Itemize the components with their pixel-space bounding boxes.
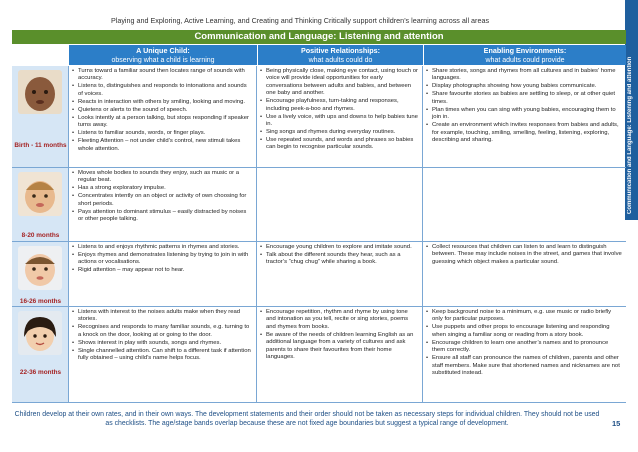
list-item: • Turns toward a familiar sound then locates range of sounds with accuracy. — [72, 68, 252, 83]
list-item: • Being physically close, making eye contact, using touch or voice will provide ideal opportunities for early conversations between adults and babies, and between one baby and another. — [260, 68, 418, 98]
unique-child-cell — [69, 168, 257, 241]
list-item: • Recognises and responds to many familiar sounds, e.g. turning to a knock on the door, looking at or going to the door. — [72, 324, 252, 339]
list-item: • Plan times when you can sing with young babies, encouraging them to join in. — [426, 107, 622, 122]
age-band: 22-36 months — [19, 369, 62, 376]
column-header-positive-relationships — [258, 45, 423, 65]
age-band: Birth - 11 months — [14, 142, 67, 149]
list-item: • Pays attention to dominant stimulus – easily distracted by noises or other people talking. — [72, 209, 252, 224]
photo-cell — [12, 242, 69, 306]
unique-child-cell — [69, 66, 257, 167]
list-item: • Moves whole bodies to sounds they enjoy, such as music or a regular beat. — [72, 170, 252, 185]
list-item: • Collect resources that children can listen to and learn to distinguish between. These may include noises in the street, and games that involve guessing which object makes a particular sound. — [426, 244, 622, 266]
list-item: • Has a strong exploratory impulse. — [72, 185, 252, 192]
table-row — [12, 168, 626, 242]
side-tab — [625, 0, 638, 220]
column-header-unique-child — [69, 45, 257, 65]
column-subheading: what adults could provide — [485, 56, 565, 64]
photo-cell — [12, 168, 69, 241]
table-row — [12, 242, 626, 307]
list-item: • Ensure all staff can pronounce the names of children, parents and other staff members. Make sure that shortened names and nicknames are not substituted instead. — [426, 355, 622, 377]
list-item: • Create an environment which invites responses from babies and adults, for example, touching, smiling, smelling, feeling, listening, exploring, describing and sharing. — [426, 122, 622, 144]
list-item: • Rigid attention – may appear not to hear. — [72, 267, 252, 274]
list-item: • Share favourite stories as babies are settling to sleep, or at other quiet times. — [426, 91, 622, 106]
side-tab-label: Communication and Language: Listening and attention — [627, 56, 633, 214]
list-item: • Looks intently at a person talking, but stops responding if speaker turns away. — [72, 115, 252, 130]
table-row — [12, 307, 626, 403]
enabling-environments-cell — [423, 66, 626, 167]
list-item: • Use puppets and other props to encourage listening and responding when singing a familiar song or reading from a story book. — [426, 324, 622, 339]
child-photo — [18, 311, 62, 355]
list-item: • Quietens or alerts to the sound of speech. — [72, 107, 252, 114]
unique-child-cell — [69, 242, 257, 306]
baby-photo — [18, 172, 62, 216]
list-item: • Encourage repetition, rhythm and rhyme by using tone and intonation as you tell, recite or sing stories, poems and rhymes from books. — [260, 309, 418, 331]
age-band: 8-20 months — [21, 232, 60, 239]
baby-photo — [18, 70, 62, 114]
list-item: • Listens to, distinguishes and responds to intonations and sounds of voices. — [72, 83, 252, 98]
list-item: • Share stories, songs and rhymes from all cultures and in babies’ home languages. — [426, 68, 622, 83]
toddler-photo — [18, 246, 62, 290]
enabling-environments-cell — [423, 307, 626, 402]
positive-relationships-cell — [257, 66, 423, 167]
column-heading: Enabling Environments: — [483, 46, 567, 55]
column-heading: A Unique Child: — [136, 46, 190, 55]
column-header-enabling-environments — [424, 45, 626, 65]
list-item: • Enjoys rhymes and demonstrates listening by trying to join in with actions or vocalisations. — [72, 252, 252, 267]
list-item: • Encourage playfulness, turn-taking and responses, including peek-a-boo and rhymes. — [260, 98, 418, 113]
page-title: Communication and Language: Listening and attention — [12, 30, 626, 44]
list-item: • Reacts in interaction with others by smiling, looking and moving. — [72, 99, 252, 106]
age-band: 16-26 months — [19, 298, 62, 305]
list-item: • Be aware of the needs of children learning English as an additional language from a variety of cultures and ask parents to share their favourites from their home languages. — [260, 332, 418, 362]
list-item: • Encourage children to learn one another’s names and to pronounce them correctly. — [426, 340, 622, 355]
photo-cell — [12, 307, 69, 402]
list-item: • Shows interest in play with sounds, songs and rhymes. — [72, 340, 252, 347]
column-subheading: observing what a child is learning — [111, 56, 215, 64]
table-row — [12, 66, 626, 168]
list-item: • Listens to familiar sounds, words, or finger plays. — [72, 130, 252, 137]
list-item: • Listens with interest to the noises adults make when they read stories. — [72, 309, 252, 324]
list-item: • Sing songs and rhymes during everyday routines. — [260, 129, 418, 136]
column-subheading: what adults could do — [308, 56, 373, 64]
list-item: • Fleeting Attention – not under child’s control, new stimuli takes whole attention. — [72, 138, 252, 153]
enabling-environments-cell — [423, 168, 626, 241]
list-item: • Concentrates intently on an object or activity of own choosing for short periods. — [72, 193, 252, 208]
footer-note: Children develop at their own rates, and in their own ways. The development statements and their order should not be taken as necessary steps for individual children. They should not be used as checklists. The age/stage bands overlap because these are not fixed age boundaries but suggest a typical range of development. — [14, 411, 600, 427]
column-heading: Positive Relationships: — [300, 46, 381, 55]
positive-relationships-cell — [257, 168, 423, 241]
enabling-environments-cell — [423, 242, 626, 306]
list-item: • Listens to and enjoys rhythmic patterns in rhymes and stories. — [72, 244, 252, 251]
list-item: • Display photographs showing how young babies communicate. — [426, 83, 622, 90]
list-item: • Use repeated sounds, and words and phrases so babies can begin to recognise particular sounds. — [260, 137, 418, 152]
photo-cell — [12, 66, 69, 167]
page-number: 15 — [612, 419, 621, 428]
positive-relationships-cell — [257, 307, 423, 402]
list-item: • Keep background noise to a minimum, e.g. use music or radio briefly only for particular purposes. — [426, 309, 622, 324]
top-caption: Playing and Exploring, Active Learning, and Creating and Thinking Critically support children’s learning across all areas — [110, 16, 490, 25]
positive-relationships-cell — [257, 242, 423, 306]
unique-child-cell — [69, 307, 257, 402]
list-item: • Single channelled attention. Can shift to a different task if attention fully obtained – using child’s name helps focus. — [72, 348, 252, 363]
list-item: • Use a lively voice, with ups and downs to help babies tune in. — [260, 114, 418, 129]
list-item: • Talk about the different sounds they hear, such as a tractor’s “chug chug” while sharing a book. — [260, 252, 418, 267]
list-item: • Encourage young children to explore and imitate sound. — [260, 244, 418, 251]
